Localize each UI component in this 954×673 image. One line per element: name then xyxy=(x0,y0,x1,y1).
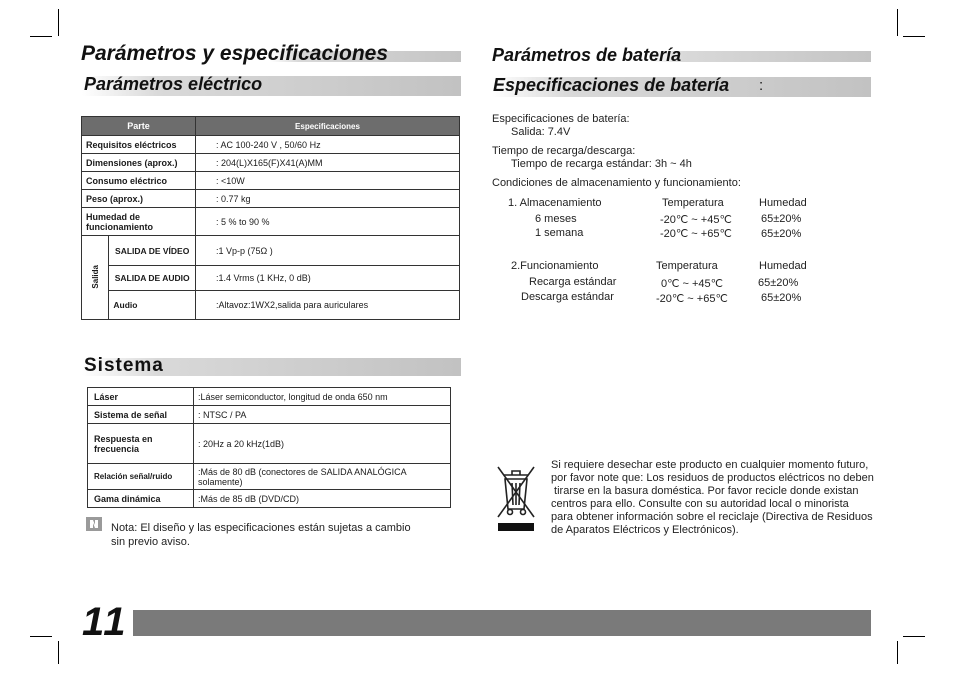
crop-mark xyxy=(30,36,52,37)
table-row-label: SALIDA DE AUDIO xyxy=(109,266,196,291)
table-row-value: : 20Hz a 20 kHz(1dB) xyxy=(194,424,451,464)
recycle-text xyxy=(551,459,881,537)
sistema-heading: Sistema xyxy=(84,355,164,376)
table-row-value: : 5 % to 90 % xyxy=(196,208,460,236)
recycle-line: por favor note que: Los residuos de productos eléctricos no deben xyxy=(551,472,874,484)
electrico-table xyxy=(81,116,460,320)
table-row-value: :1.4 Vrms (1 KHz, 0 dB) xyxy=(196,266,460,291)
table-row-value: :Altavoz:1WX2,salida para auriculares xyxy=(196,291,460,320)
table-row-label: Gama dinámica xyxy=(88,490,194,508)
table-row-label: Relación señal/ruido xyxy=(88,464,194,490)
list-item-temp: -20℃ ~ +45℃ xyxy=(660,214,732,226)
funcionamiento-title: 2.Funcionamiento xyxy=(511,260,599,272)
electrico-heading: Parámetros eléctrico xyxy=(84,74,263,94)
note-icon xyxy=(86,517,102,531)
table-row-label: Láser xyxy=(88,388,194,406)
list-item-name: 1 semana xyxy=(535,227,584,239)
bateria-subtitle-colon: : xyxy=(759,77,764,94)
table-row-label: SALIDA DE VÍDEO xyxy=(109,236,196,266)
crop-mark xyxy=(58,9,59,36)
table-row-value: : 0.77 kg xyxy=(196,190,460,208)
recarga-label: Tiempo de recarga/descarga: xyxy=(492,145,636,157)
salida-value: Salida: 7.4V xyxy=(511,126,571,138)
list-item-hum: 65±20% xyxy=(761,213,802,225)
bateria-subtitle: Especificaciones de batería xyxy=(493,75,730,95)
crop-mark xyxy=(58,641,59,664)
sistema-table xyxy=(87,387,451,508)
list-item-temp: -20℃ ~ +65℃ xyxy=(656,293,728,305)
funcionamiento-col-hum: Humedad xyxy=(759,260,807,272)
col-parte: Parte xyxy=(82,117,196,136)
recycle-line: de Aparatos Eléctricos y Electrónicos). xyxy=(551,524,739,536)
table-row-value: : AC 100-240 V , 50/60 Hz xyxy=(196,136,460,154)
crop-mark xyxy=(30,636,52,637)
crop-mark xyxy=(897,9,898,36)
list-item-name: Recarga estándar xyxy=(529,276,617,288)
table-row-label: Sistema de señal xyxy=(88,406,194,424)
recycle-line: para obtener información sobre el reciclaje (Directiva de Residuos xyxy=(551,511,873,523)
table-row-label: Requisitos eléctricos xyxy=(82,136,196,154)
table-row-label: Humedad de funcionamiento xyxy=(82,208,196,236)
funcionamiento-col-temp: Temperatura xyxy=(656,260,718,272)
table-row-label: Dimensiones (aprox.) xyxy=(82,154,196,172)
table-row-value: :Más de 80 dB (conectores de SALIDA ANALÓGICA solamente) xyxy=(194,464,451,490)
table-row-label: Consumo eléctrico xyxy=(82,172,196,190)
page-title: Parámetros y especificaciones xyxy=(81,42,389,65)
page-number: 11 xyxy=(82,600,128,644)
salida-label: Salida xyxy=(90,264,100,289)
condiciones-label: Condiciones de almacenamiento y funcionamiento: xyxy=(492,177,741,189)
almacenamiento-title: 1. Almacenamiento xyxy=(508,197,602,209)
crop-mark xyxy=(903,636,925,637)
spec-label: Especificaciones de batería: xyxy=(492,113,630,125)
recycle-line: centros para ello. Consulte con su autoridad local o minorista xyxy=(551,498,849,510)
crop-mark xyxy=(897,641,898,664)
note-line: sin previo aviso. xyxy=(111,536,190,548)
table-row-value: : NTSC / PA xyxy=(194,406,451,424)
almacenamiento-col-temp: Temperatura xyxy=(662,197,724,209)
list-item-temp: 0℃ ~ +45℃ xyxy=(661,278,724,290)
list-item-name: 6 meses xyxy=(535,213,577,225)
list-item-temp: -20℃ ~ +65℃ xyxy=(660,228,732,240)
recarga-value: Tiempo de recarga estándar: 3h ~ 4h xyxy=(511,158,692,170)
list-item-name: Descarga estándar xyxy=(521,291,614,303)
list-item-hum: 65±20% xyxy=(758,277,799,289)
table-row-value: :1 Vp-p (75Ω ) xyxy=(196,236,460,266)
table-row-value: : 204(L)X165(F)X41(A)MM xyxy=(196,154,460,172)
footer-bar xyxy=(133,610,871,636)
table-row-value: :Láser semiconductor, longitud de onda 650 nm xyxy=(194,388,451,406)
table-row-label: Respuesta en frecuencia xyxy=(88,424,194,464)
salida-cell xyxy=(82,236,109,320)
table-row-value: :Más de 85 dB (DVD/CD) xyxy=(194,490,451,508)
list-item-hum: 65±20% xyxy=(761,228,802,240)
list-item-hum: 65±20% xyxy=(761,292,802,304)
table-row-label: Audio xyxy=(109,291,196,320)
recycle-line: Si requiere desechar este producto en cualquier momento futuro, xyxy=(551,459,869,471)
title-bar xyxy=(650,51,871,62)
almacenamiento-col-hum: Humedad xyxy=(759,197,807,209)
col-spec: Especificaciones xyxy=(196,117,460,136)
crop-mark xyxy=(903,36,925,37)
weee-crossed-bin-icon xyxy=(492,461,540,533)
note-line: Nota: El diseño y las especificaciones están sujetas a cambio xyxy=(111,522,411,534)
recycle-line: tirarse en la basura doméstica. Por favor recicle donde existan xyxy=(551,485,859,497)
table-row-value: : <10W xyxy=(196,172,460,190)
table-row-label: Peso (aprox.) xyxy=(82,190,196,208)
bateria-title: Parámetros de batería xyxy=(492,45,682,65)
